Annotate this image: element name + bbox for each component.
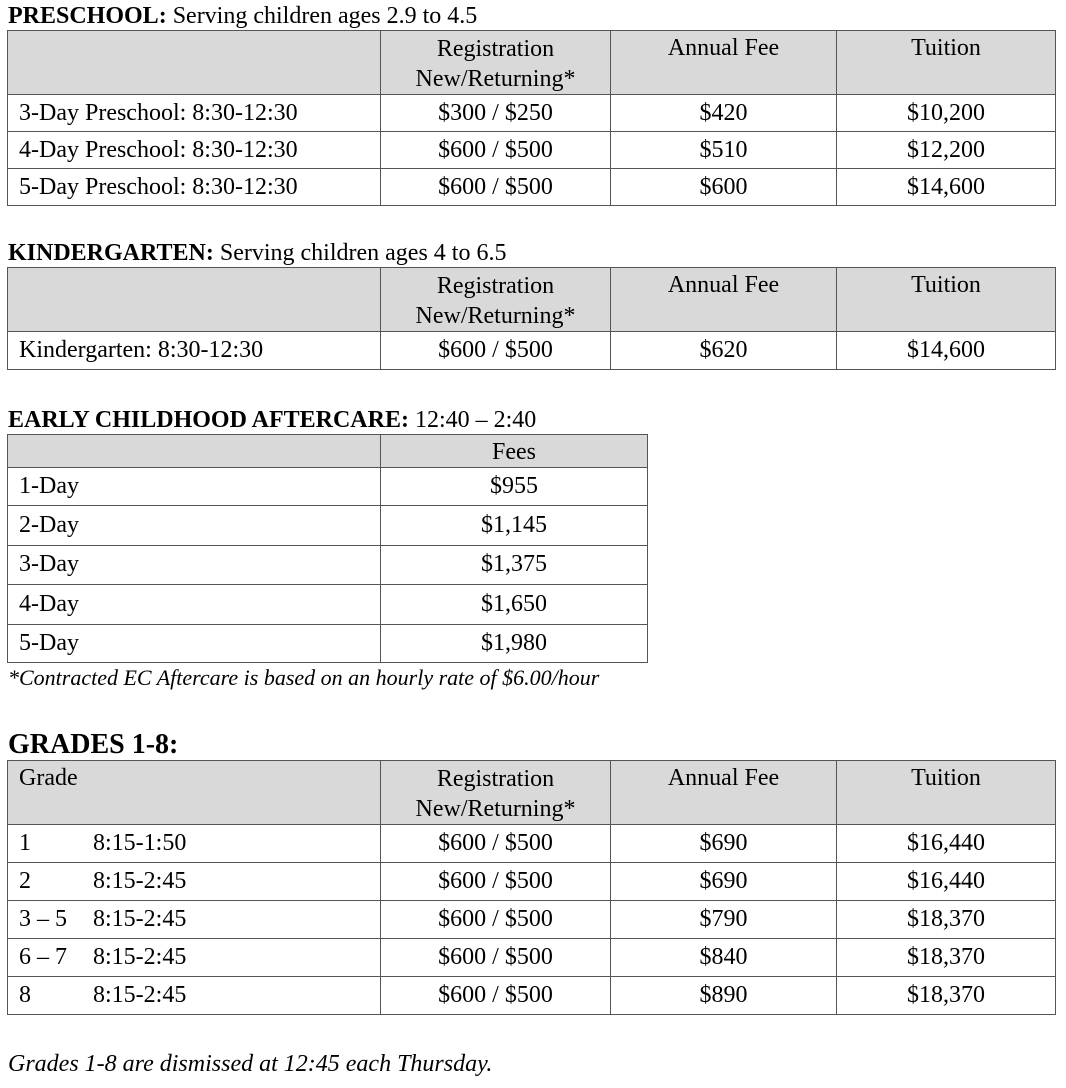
grades-row: [8, 901, 1056, 939]
grade-hours: 8:15-2:45: [93, 944, 187, 971]
grades-title: GRADES 1-8:: [8, 729, 179, 760]
aftercare-heading: [8, 408, 536, 432]
preschool-header-cell: Annual Fee: [611, 31, 837, 95]
aftercare-row: [8, 545, 648, 584]
grades-row: [8, 863, 1056, 901]
grades-cell: $890: [611, 977, 837, 1015]
grade-hours: 8:15-1:50: [93, 830, 187, 857]
aftercare-note: *Contracted EC Aftercare is based on an hourly rate of $6.00/hour: [8, 665, 600, 690]
grades-cell: $18,370: [837, 939, 1056, 977]
kindergarten-header-cell: Tuition: [837, 268, 1056, 332]
grades-header-cell: [381, 761, 611, 825]
aftercare-cell: 4-Day: [8, 584, 381, 624]
kindergarten-cell: $600 / $500: [381, 332, 611, 370]
grade-number: 2: [19, 868, 31, 895]
kindergarten-cell: $14,600: [837, 332, 1056, 370]
grade-hours: 8:15-2:45: [93, 906, 187, 933]
kindergarten-header-cell: Annual Fee: [611, 268, 837, 332]
preschool-table: [7, 30, 1056, 206]
grades-cell: $18,370: [837, 977, 1056, 1015]
grades-row: [8, 977, 1056, 1015]
aftercare-subtitle: 12:40 – 2:40: [414, 407, 537, 433]
aftercare-header-cell: [8, 435, 381, 468]
kindergarten-header-cell: [8, 268, 381, 332]
grade-number: 1: [19, 830, 31, 857]
preschool-cell: $10,200: [837, 95, 1056, 132]
grade-hours: 8:15-2:45: [93, 982, 187, 1009]
grades-header-line: New/Returning*: [415, 796, 576, 822]
grades-row: [8, 939, 1056, 977]
aftercare-row: [8, 584, 648, 624]
preschool-row: [8, 132, 1056, 169]
grades-cell: $16,440: [837, 825, 1056, 863]
grades-heading: [8, 731, 178, 759]
grade-cell: [8, 939, 381, 977]
grades-header-row: [8, 761, 1056, 825]
kindergarten-header-line: New/Returning*: [415, 303, 576, 329]
kindergarten-cell: Kindergarten: 8:30-12:30: [8, 332, 381, 370]
aftercare-title: EARLY CHILDHOOD AFTERCARE:: [8, 407, 409, 433]
preschool-cell: 3-Day Preschool: 8:30-12:30: [8, 95, 381, 132]
grades-header-cell: Annual Fee: [611, 761, 837, 825]
grades-cell: $18,370: [837, 901, 1056, 939]
aftercare-cell: 2-Day: [8, 505, 381, 545]
grades-cell: $690: [611, 825, 837, 863]
preschool-title: PRESCHOOL:: [8, 3, 167, 29]
preschool-header-cell: [8, 31, 381, 95]
kindergarten-table: [7, 267, 1056, 370]
aftercare-cell: $1,375: [381, 545, 648, 584]
aftercare-cell: $1,980: [381, 624, 648, 662]
grade-number: 3 – 5: [19, 906, 67, 933]
preschool-header-line: Registration: [436, 36, 555, 62]
preschool-header-line: New/Returning*: [415, 66, 576, 92]
grade-cell: [8, 977, 381, 1015]
preschool-cell: 4-Day Preschool: 8:30-12:30: [8, 132, 381, 169]
preschool-cell: $510: [611, 132, 837, 169]
grades-cell: $600 / $500: [381, 863, 611, 901]
kindergarten-header-row: [8, 268, 1056, 332]
preschool-row: [8, 95, 1056, 132]
aftercare-row: [8, 467, 648, 505]
aftercare-header-cell: Fees: [381, 435, 648, 468]
preschool-cell: $600: [611, 169, 837, 206]
preschool-cell: $14,600: [837, 169, 1056, 206]
aftercare-cell: $1,145: [381, 505, 648, 545]
kindergarten-title: KINDERGARTEN:: [8, 240, 214, 266]
preschool-cell: $300 / $250: [381, 95, 611, 132]
aftercare-cell: 3-Day: [8, 545, 381, 584]
aftercare-row: [8, 505, 648, 545]
kindergarten-heading: [8, 241, 506, 265]
aftercare-cell: $1,650: [381, 584, 648, 624]
aftercare-header-row: [8, 435, 648, 468]
grades-table: [7, 760, 1056, 1015]
grades-cell: $600 / $500: [381, 977, 611, 1015]
grades-row: [8, 825, 1056, 863]
preschool-header-cell: [381, 31, 611, 95]
grades-cell: $16,440: [837, 863, 1056, 901]
aftercare-row: [8, 624, 648, 662]
grades-header-line: Registration: [436, 766, 555, 792]
grade-cell: [8, 863, 381, 901]
grades-cell: $790: [611, 901, 837, 939]
grades-note: Grades 1-8 are dismissed at 12:45 each Thursday.: [8, 1051, 493, 1077]
preschool-header-row: [8, 31, 1056, 95]
aftercare-cell: 5-Day: [8, 624, 381, 662]
preschool-cell: 5-Day Preschool: 8:30-12:30: [8, 169, 381, 206]
grade-hours: 8:15-2:45: [93, 868, 187, 895]
preschool-heading: [8, 4, 477, 28]
preschool-cell: $600 / $500: [381, 132, 611, 169]
grades-header-cell: Tuition: [837, 761, 1056, 825]
kindergarten-subtitle: Serving children ages 4 to 6.5: [219, 240, 507, 266]
grades-cell: $600 / $500: [381, 901, 611, 939]
kindergarten-cell: $620: [611, 332, 837, 370]
grade-number: 8: [19, 982, 31, 1009]
aftercare-table: [7, 434, 648, 663]
preschool-row: [8, 169, 1056, 206]
grades-cell: $600 / $500: [381, 939, 611, 977]
preschool-cell: $12,200: [837, 132, 1056, 169]
grades-cell: $840: [611, 939, 837, 977]
kindergarten-header-cell: [381, 268, 611, 332]
grade-cell: [8, 825, 381, 863]
aftercare-cell: 1-Day: [8, 467, 381, 505]
preschool-cell: $600 / $500: [381, 169, 611, 206]
kindergarten-row: [8, 332, 1056, 370]
preschool-cell: $420: [611, 95, 837, 132]
grade-cell: [8, 901, 381, 939]
aftercare-cell: $955: [381, 467, 648, 505]
preschool-header-cell: Tuition: [837, 31, 1056, 95]
grade-number: 6 – 7: [19, 944, 67, 971]
preschool-subtitle: Serving children ages 2.9 to 4.5: [172, 3, 478, 29]
grades-cell: $690: [611, 863, 837, 901]
kindergarten-header-line: Registration: [436, 273, 555, 299]
grades-header-cell: Grade: [8, 761, 381, 825]
grades-cell: $600 / $500: [381, 825, 611, 863]
